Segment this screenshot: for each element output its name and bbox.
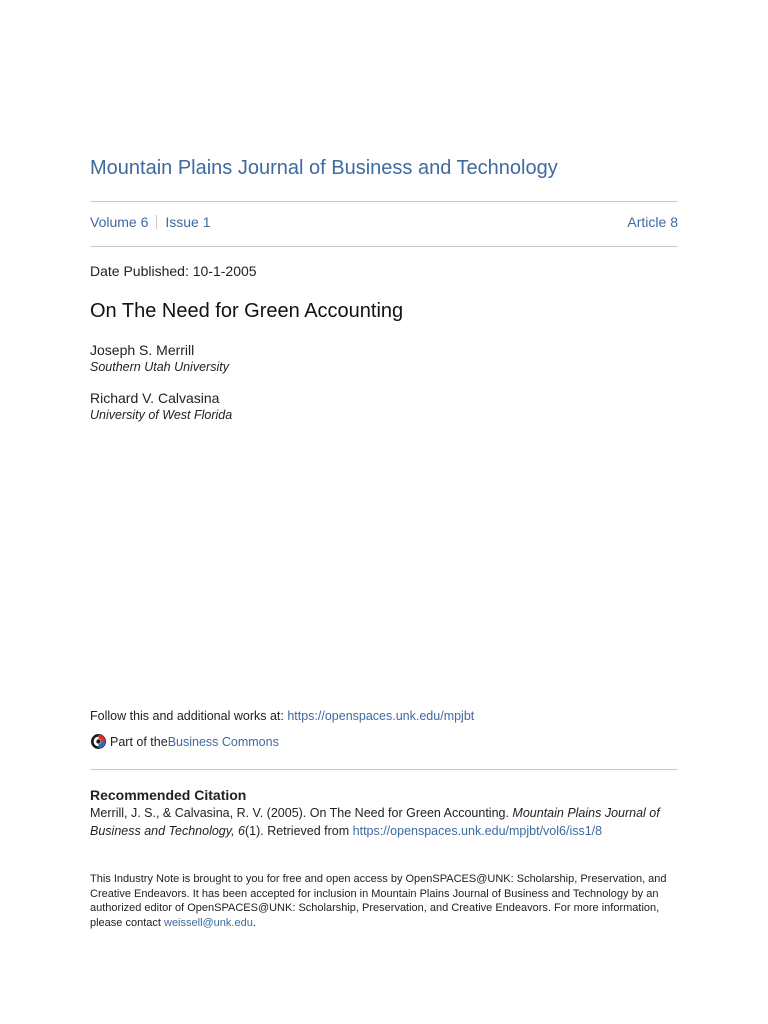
author-affiliation: University of West Florida xyxy=(90,408,233,422)
follow-line xyxy=(90,709,474,723)
contact-email-link[interactable]: weissell@unk.edu xyxy=(164,916,253,929)
access-notice xyxy=(90,872,678,930)
notice-end: . xyxy=(252,916,256,929)
journal-title[interactable] xyxy=(90,157,558,180)
author-affiliation: Southern Utah University xyxy=(90,360,229,374)
citation-link[interactable]: https://openspaces.unk.edu/mpjbt/vol6/iss1/8 xyxy=(352,823,603,838)
author-name: Richard V. Calvasina xyxy=(90,390,220,406)
date-published: Date Published: 10-1-2005 xyxy=(90,263,257,279)
journal-title-text[interactable]: Mountain Plains Journal of Business and Technology xyxy=(90,157,558,179)
part-of-line xyxy=(90,733,279,750)
creative-commons-icon xyxy=(90,733,107,750)
author-2 xyxy=(90,390,232,424)
author-1 xyxy=(90,342,229,376)
citation-mid: (1). Retrieved from xyxy=(244,823,353,838)
article-link[interactable]: Article 8 xyxy=(627,214,678,230)
volume-link[interactable]: Volume 6 xyxy=(90,214,149,230)
citation-start: Merrill, J. S., & Calvasina, R. V. (2005). On The Need for Green Accounting. xyxy=(90,806,513,820)
issue-link[interactable]: Issue 1 xyxy=(165,214,211,230)
article-title: On The Need for Green Accounting xyxy=(90,300,404,322)
citation-journal: Mountain Plains Journal of Business and Technology, 6 xyxy=(90,806,660,838)
part-of-prefix: Part of the xyxy=(110,734,168,749)
issue-nav xyxy=(90,214,678,230)
divider-citation xyxy=(90,769,678,770)
citation-text xyxy=(90,805,680,840)
follow-prefix: Follow this and additional works at: xyxy=(90,709,288,723)
follow-link[interactable]: https://openspaces.unk.edu/mpjbt xyxy=(287,709,475,723)
nav-separator xyxy=(156,215,157,229)
divider-top xyxy=(90,201,678,202)
author-name: Joseph S. Merrill xyxy=(90,342,195,358)
divider-bottom-nav xyxy=(90,246,678,247)
business-commons-link[interactable]: Business Commons xyxy=(167,734,279,749)
notice-text: This Industry Note is brought to you for free and open access by OpenSPACES@UNK: Scholarship, Preservation, and Creative Endeavors. It has been accepted for inclusion in Mountain Plains Journal of Business and Technology by an authorized editor of OpenSPACES@UNK: Scholarship, Preservation, and Creative Endeavors. For more information, please contact xyxy=(90,873,667,929)
citation-heading: Recommended Citation xyxy=(90,787,247,803)
